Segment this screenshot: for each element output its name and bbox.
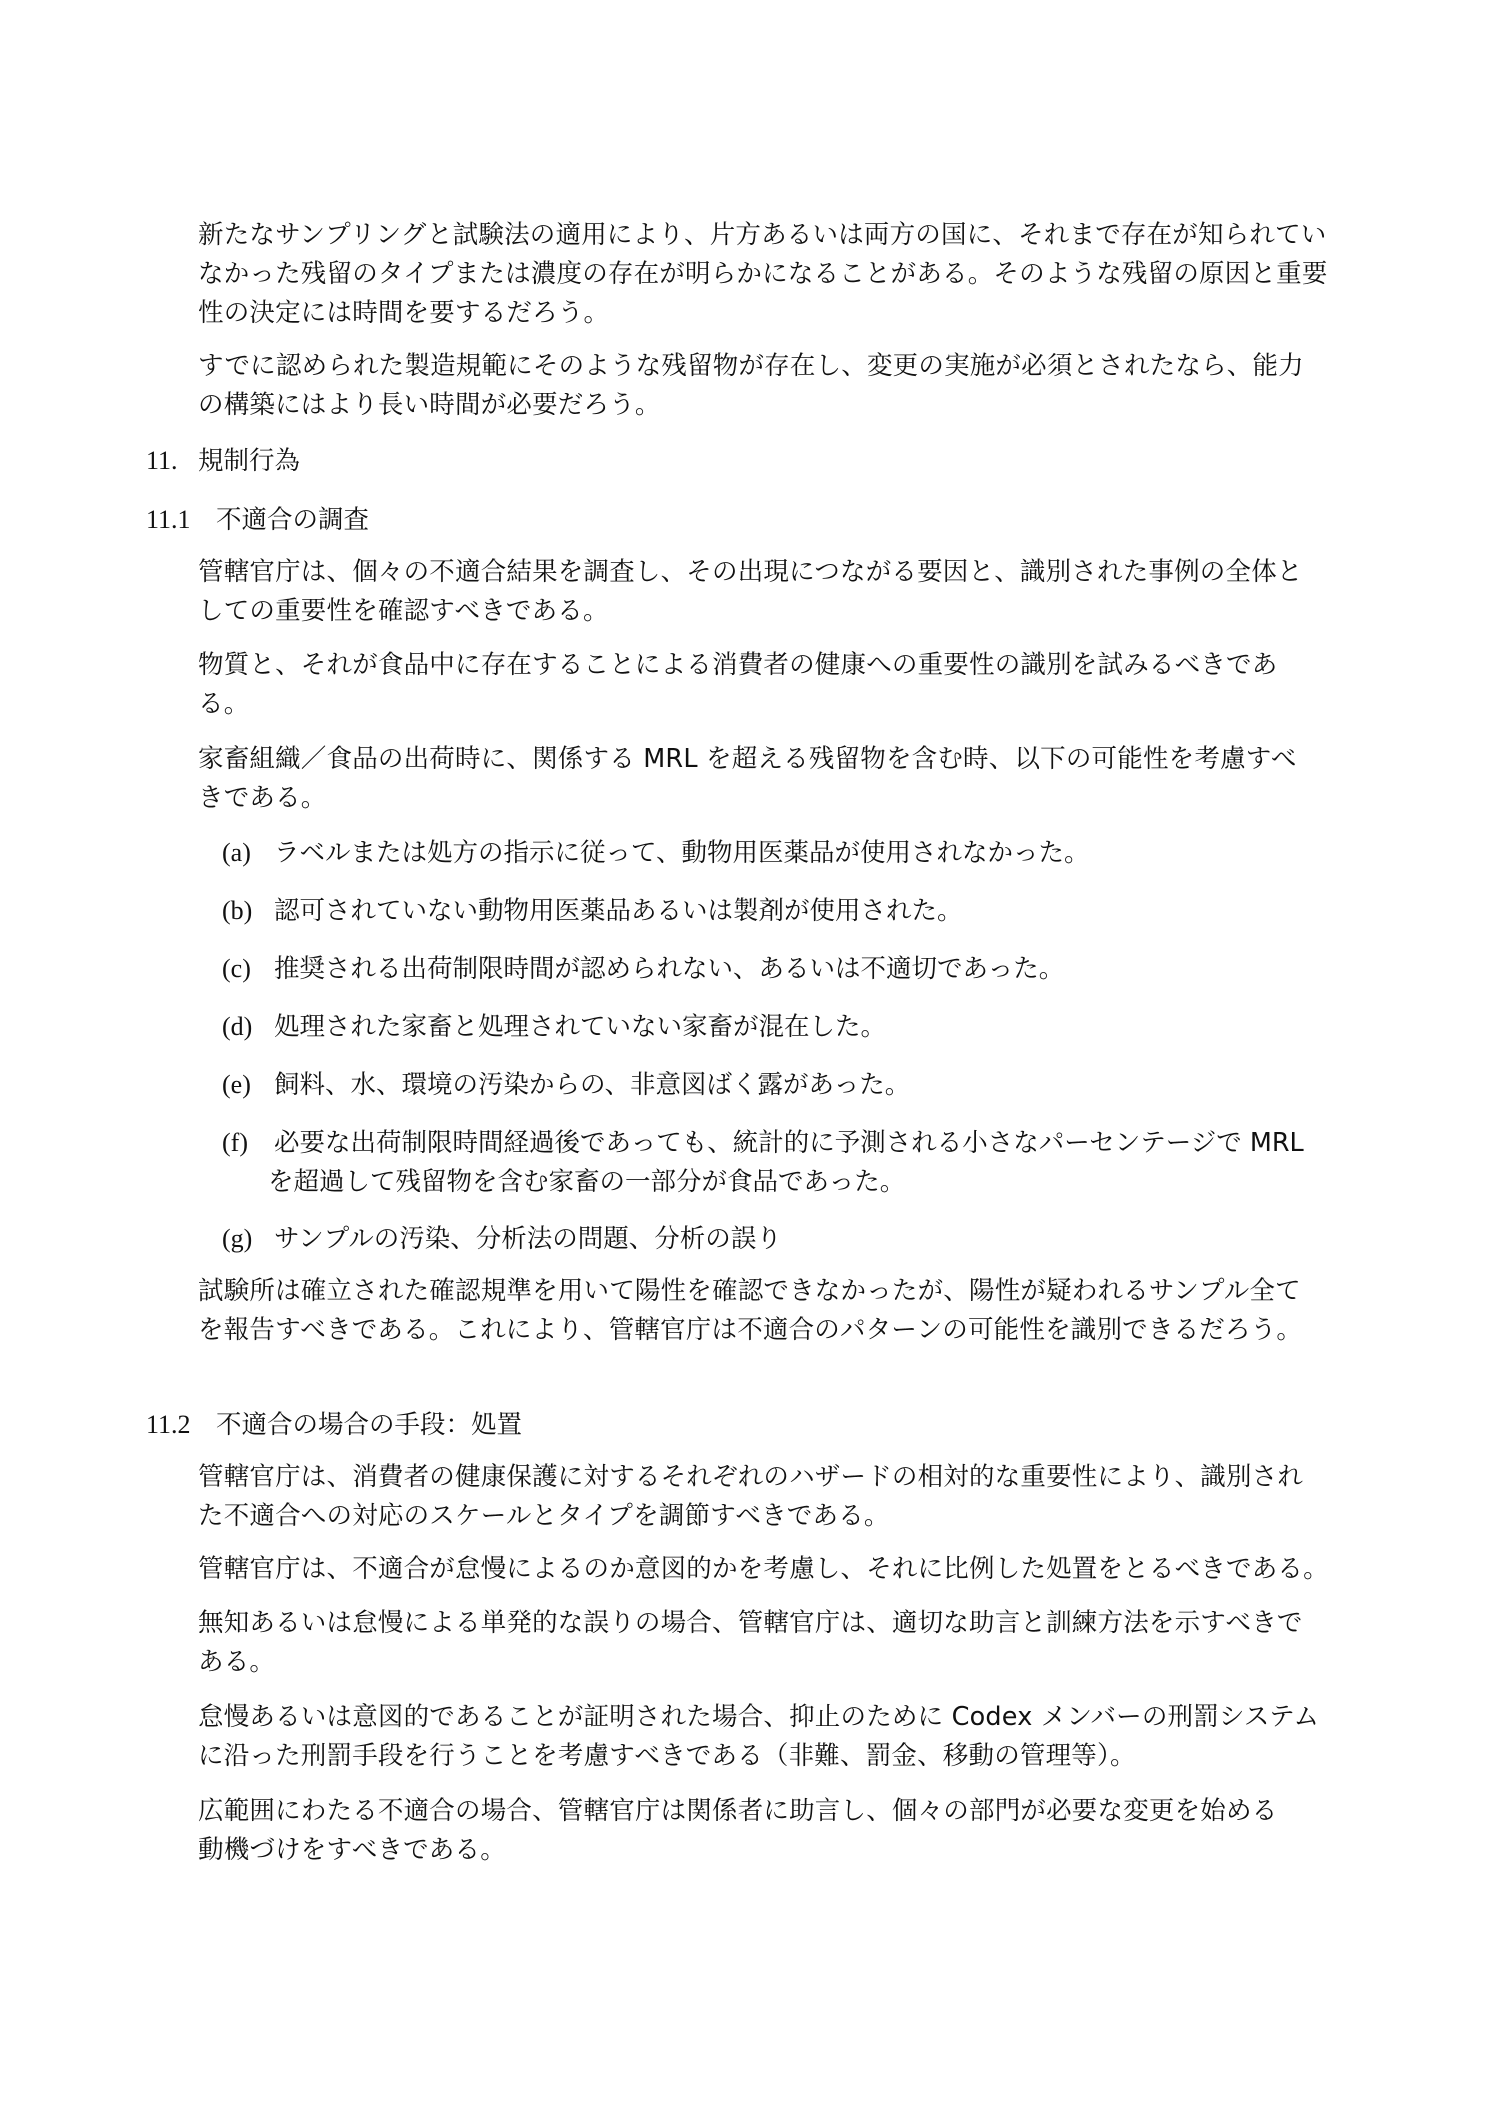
- text-line: 管轄官庁は、消費者の健康保護に対するそれぞれのハザードの相対的な重要性により、識別され: [198, 1462, 1304, 1492]
- list-item-e: [222, 1065, 910, 1105]
- list-marker: (e): [222, 1070, 251, 1099]
- list-marker: (d): [222, 1012, 253, 1041]
- list-item-d: [222, 1007, 886, 1047]
- list-item-b: [222, 891, 963, 931]
- list-marker: (c): [222, 954, 251, 983]
- section-11-1-closing-paragraph: [198, 1272, 1358, 1350]
- section-11-2-paragraph-1: [198, 1458, 1358, 1536]
- text-line: 管轄官庁は、不適合が怠慢によるのか意図的かを考慮し、それに比例した処置をとるべきである。: [198, 1554, 1329, 1584]
- list-marker: (b): [222, 896, 253, 925]
- list-item-g: [222, 1219, 782, 1259]
- list-item-text: 飼料、水、環境の汚染からの、非意図ばく露があった。: [274, 1070, 911, 1100]
- section-number: 11.: [146, 446, 178, 475]
- list-item-text: 必要な出荷制限時間経過後であっても、統計的に予測される小さなパーセンテージで MRL: [274, 1128, 1304, 1158]
- section-11-2-paragraph-4: [198, 1698, 1358, 1776]
- list-marker: (a): [222, 838, 251, 867]
- section-number: 11.1: [146, 505, 191, 534]
- section-title: 規制行為: [198, 446, 301, 476]
- text-line: 広範囲にわたる不適合の場合、管轄官庁は関係者に助言し、個々の部門が必要な変更を始める: [198, 1796, 1278, 1826]
- section-title: 不適合の場合の手段：処置: [216, 1410, 523, 1440]
- text-line: きである。: [198, 783, 327, 813]
- list-item-text: 認可されていない動物用医薬品あるいは製剤が使用された。: [274, 896, 963, 926]
- section-heading-11: [146, 441, 300, 481]
- list-item-a: [222, 833, 1090, 873]
- text-line: 動機づけをすべきである。: [198, 1835, 506, 1865]
- text-line: 試験所は確立された確認規準を用いて陽性を確認できなかったが、陽性が疑われるサンプル全て: [198, 1276, 1301, 1306]
- section-heading-11-2: [146, 1405, 522, 1445]
- section-11-1-paragraph-3: [198, 740, 1358, 818]
- text-line: 無知あるいは怠慢による単発的な誤りの場合、管轄官庁は、適切な助言と訓練方法を示すべきで: [198, 1608, 1303, 1638]
- intro-paragraph-1: [198, 216, 1358, 333]
- list-item-text: ラベルまたは処方の指示に従って、動物用医薬品が使用されなかった。: [274, 838, 1090, 868]
- text-line: 家畜組織／食品の出荷時に、関係する MRL を超える残留物を含む時、以下の可能性を考慮すべ: [198, 744, 1297, 774]
- text-line: しての重要性を確認すべきである。: [198, 596, 609, 626]
- section-number: 11.2: [146, 1410, 191, 1439]
- section-title: 不適合の調査: [216, 505, 370, 535]
- list-item-text: 処理された家畜と処理されていない家畜が混在した。: [274, 1012, 887, 1042]
- section-11-1-paragraph-1: [198, 553, 1358, 631]
- text-line: た不適合への対応のスケールとタイプを調節すべきである。: [198, 1501, 890, 1531]
- section-heading-11-1: [146, 500, 369, 540]
- text-line: の構築にはより長い時間が必要だろう。: [198, 390, 661, 420]
- intro-paragraph-2: [198, 347, 1358, 425]
- text-line: 怠慢あるいは意図的であることが証明された場合、抑止のために Codex メンバーの刑罰システム: [198, 1702, 1320, 1732]
- list-marker: (g): [222, 1224, 253, 1253]
- text-line: 新たなサンプリングと試験法の適用により、片方あるいは両方の国に、それまで存在が知られてい: [198, 220, 1327, 250]
- list-item-text: サンプルの汚染、分析法の問題、分析の誤り: [274, 1224, 782, 1254]
- text-line: ある。: [198, 1647, 276, 1677]
- section-11-2-paragraph-3: [198, 1604, 1358, 1682]
- text-line: る。: [198, 689, 250, 719]
- list-item-text: 推奨される出荷制限時間が認められない、あるいは不適切であった。: [274, 954, 1065, 984]
- list-item-text-continued: を超過して残留物を含む家畜の一部分が食品であった。: [268, 1167, 906, 1197]
- section-11-1-paragraph-2: [198, 646, 1358, 724]
- text-line: すでに認められた製造規範にそのような残留物が存在し、変更の実施が必須とされたなら、能力: [198, 351, 1304, 381]
- text-line: 物質と、それが食品中に存在することによる消費者の健康への重要性の識別を試みるべきであ: [198, 650, 1278, 680]
- list-item-f: [222, 1123, 1304, 1202]
- text-line: 性の決定には時間を要するだろう。: [198, 298, 610, 328]
- text-line: を報告すべきである。これにより、管轄官庁は不適合のパターンの可能性を識別できるだろう。: [198, 1315, 1303, 1345]
- list-item-c: [222, 949, 1064, 989]
- text-line: 管轄官庁は、個々の不適合結果を調査し、その出現につながる要因と、識別された事例の全体と: [198, 557, 1303, 587]
- section-11-2-paragraph-2: [198, 1550, 1358, 1589]
- text-line: なかった残留のタイプまたは濃度の存在が明らかになることがある。そのような残留の原因と重要: [198, 259, 1328, 289]
- section-11-2-paragraph-5: [198, 1792, 1358, 1870]
- text-line: に沿った刑罰手段を行うことを考慮すべきである（非難、罰金、移動の管理等）。: [198, 1741, 1136, 1771]
- list-marker: (f): [222, 1128, 248, 1157]
